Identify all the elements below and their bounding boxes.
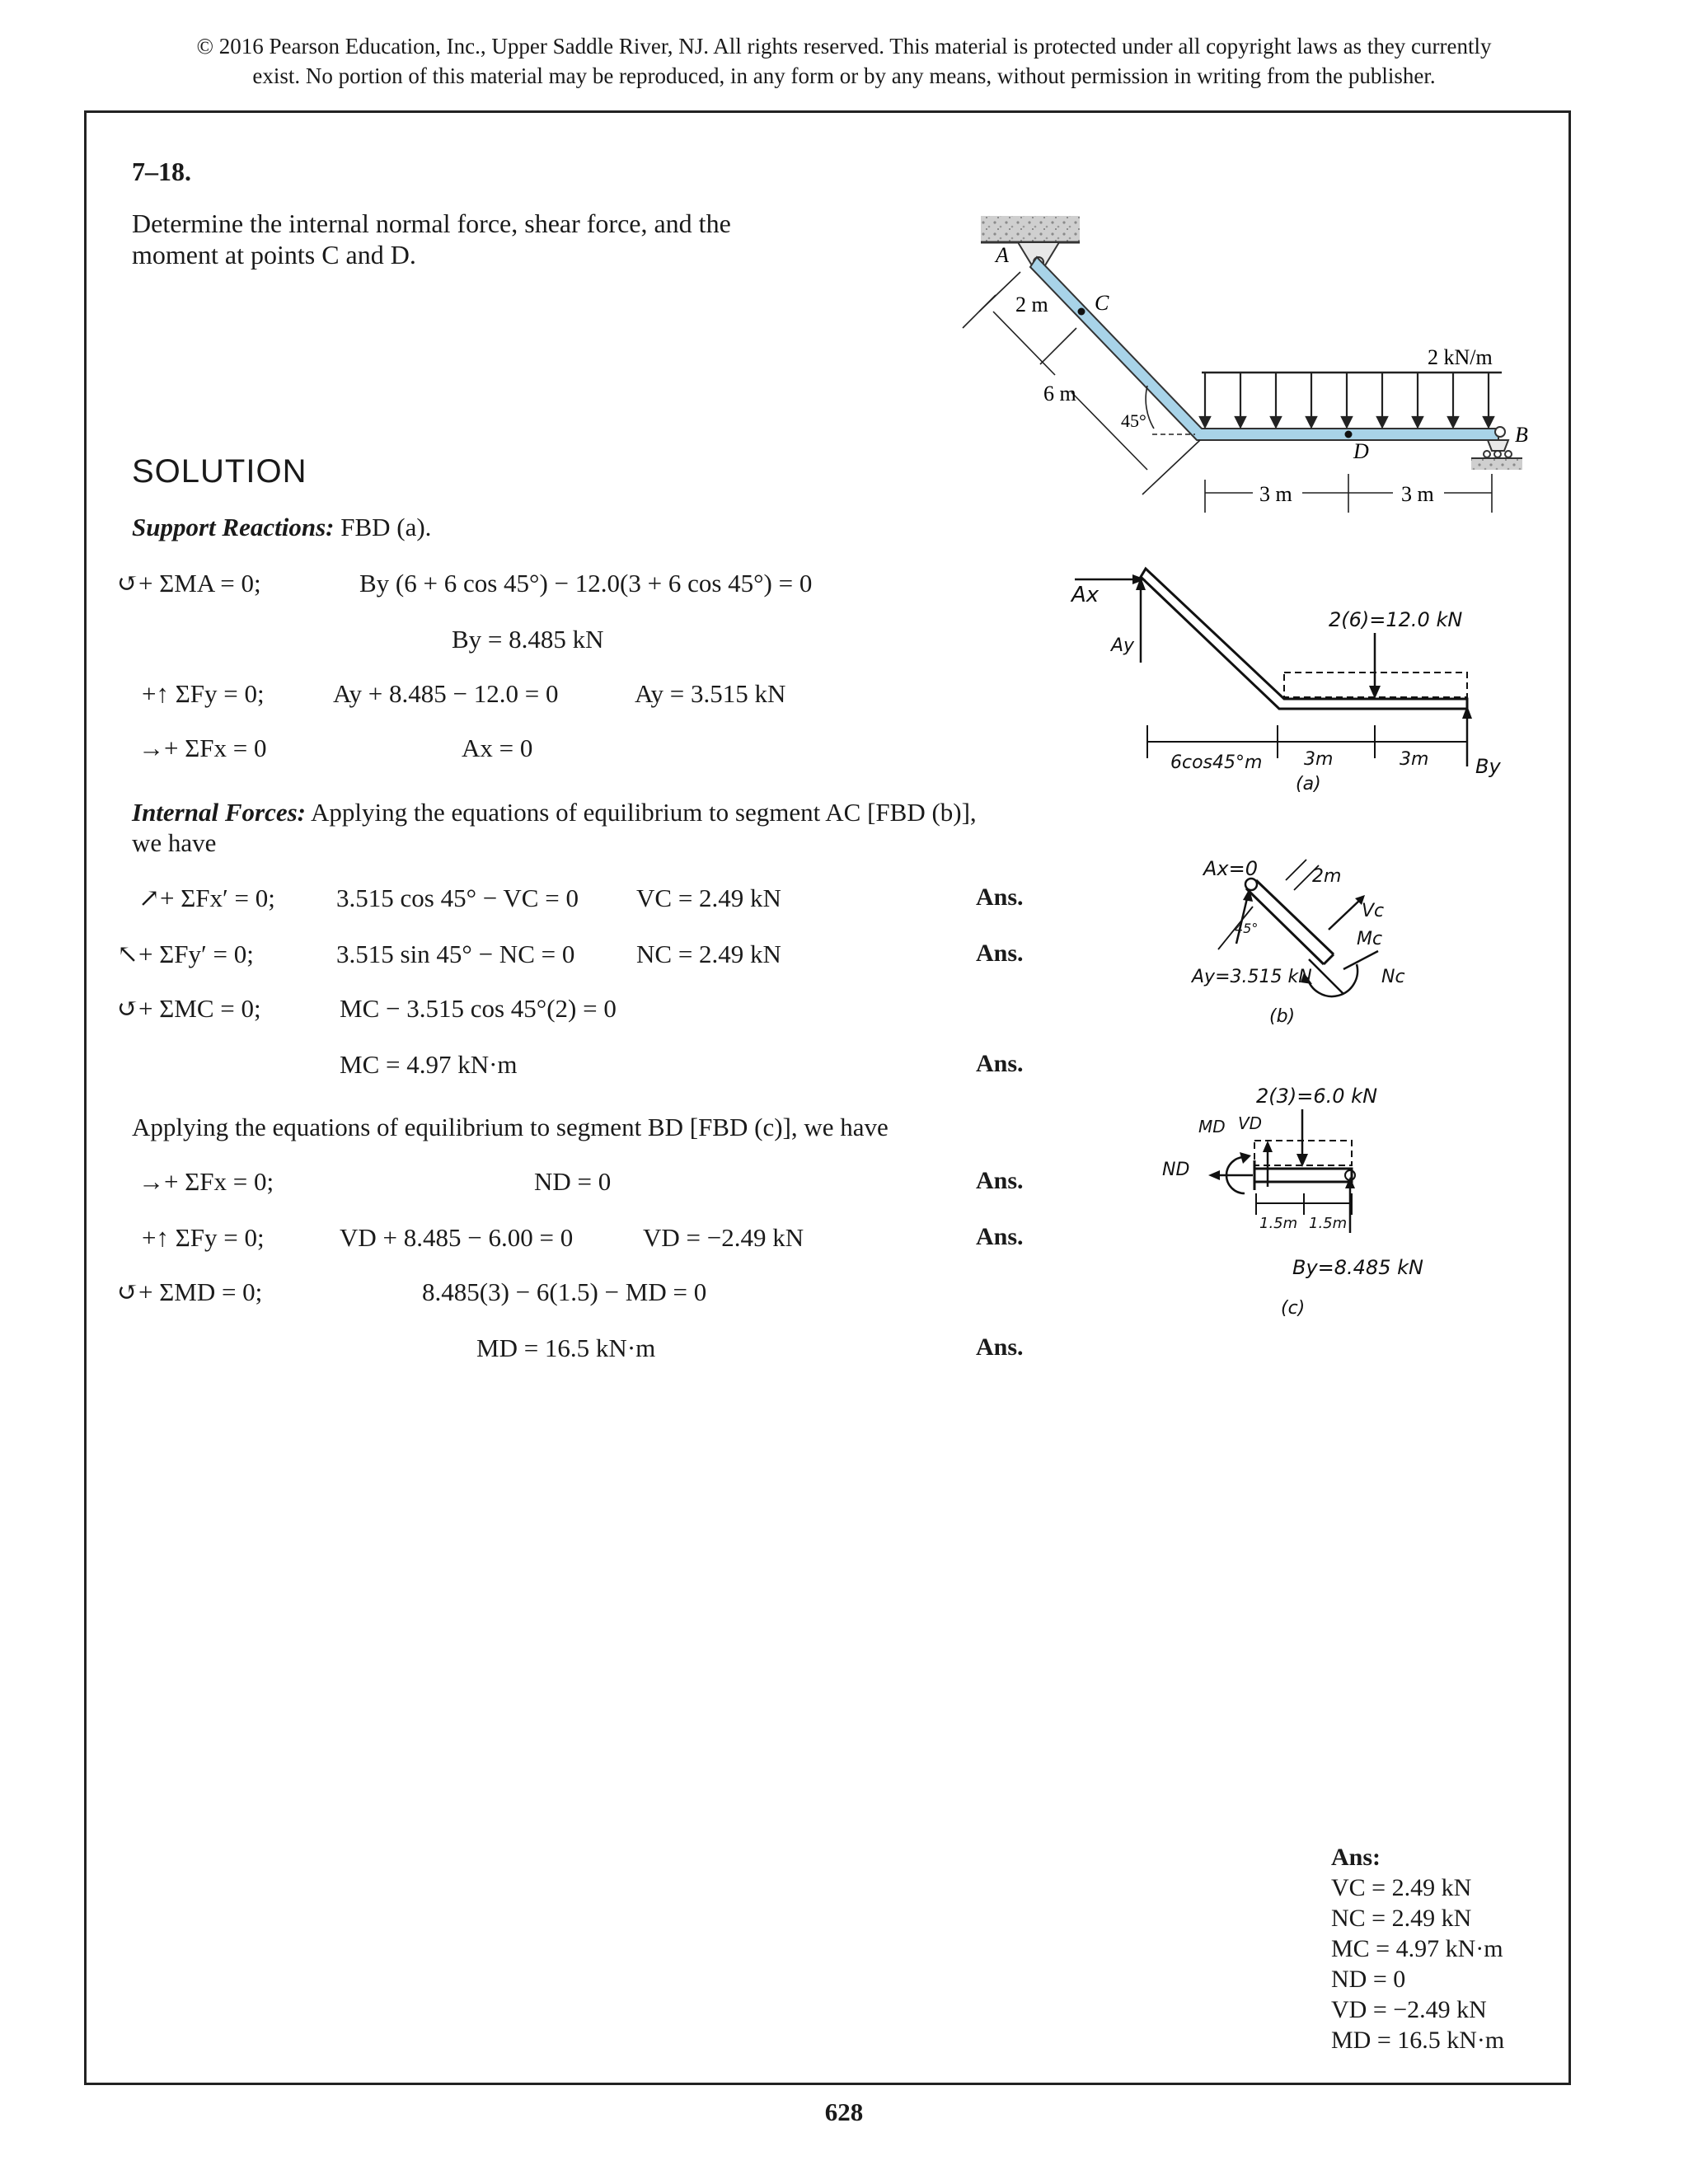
internal-forces-line-2: we have xyxy=(132,828,217,857)
problem-statement-line-2: moment at points C and D. xyxy=(132,240,416,269)
fbd-b-vc: Vc xyxy=(1362,901,1385,921)
fbd-b-tag: (b) xyxy=(1269,1006,1296,1027)
eq9-body: 8.485(3) − 6(1.5) − MD = 0 xyxy=(422,1277,707,1306)
eq9-label: ↺+ ΣMD = 0; xyxy=(117,1277,263,1306)
final-md: MD = 16.5 kN·m xyxy=(1331,2027,1505,2054)
eq8-ans: Ans. xyxy=(976,1223,1024,1250)
label-c: C xyxy=(1095,291,1109,315)
point-c xyxy=(1078,308,1085,316)
fbd-b xyxy=(1170,841,1434,1055)
fbd-a-dim3: 3m xyxy=(1400,749,1429,770)
eq5-ans: Ans. xyxy=(976,940,1024,967)
final-nd: ND = 0 xyxy=(1331,1966,1406,1993)
eq4-ans: Ans. xyxy=(976,883,1024,911)
eq9-result: MD = 16.5 kN·m xyxy=(476,1333,656,1362)
support-reactions-line xyxy=(132,513,431,542)
fbd-a-dim2: 3m xyxy=(1304,749,1334,770)
fbd-a-ax: Ax xyxy=(1071,583,1100,607)
eq2-result: Ay = 3.515 kN xyxy=(635,679,786,708)
eq8-body: VD + 8.485 − 6.00 = 0 xyxy=(340,1223,574,1252)
label-angle: 45° xyxy=(1121,410,1146,431)
eq5-result: NC = 2.49 kN xyxy=(636,940,781,968)
fbd-b-ay: Ay=3.515 kN xyxy=(1192,967,1312,987)
final-answers xyxy=(1331,1842,1504,2055)
solution-heading: SOLUTION xyxy=(132,453,307,490)
eq6-ans: Ans. xyxy=(976,1050,1024,1077)
fbd-c xyxy=(1154,1071,1434,1335)
point-d xyxy=(1345,431,1353,438)
eq4-label: ↗+ ΣFx′ = 0; xyxy=(138,883,275,912)
eq6-result: MC = 4.97 kN·m xyxy=(340,1050,518,1079)
support-reactions-text: FBD (a). xyxy=(334,513,432,541)
fbd-a-by: By xyxy=(1475,755,1501,778)
bd-intro: Applying the equations of equilibrium to segment BD [FBD (c)], we have xyxy=(132,1113,889,1141)
copyright-line-2: exist. No portion of this material may be reproduced, in any form or by any means, without permission in writing from the publisher. xyxy=(252,63,1436,88)
eq1-label: ↺+ ΣMA = 0; xyxy=(117,569,261,598)
fbd-a-load: 2(6)=12.0 kN xyxy=(1329,608,1463,631)
eq2-label: +↑ ΣFy = 0; xyxy=(142,679,265,708)
eq6-label: ↺+ ΣMC = 0; xyxy=(117,994,261,1023)
fbd-b-mc: Mc xyxy=(1357,929,1383,949)
copyright-line-1: © 2016 Pearson Education, Inc., Upper Saddle River, NJ. All rights reserved. This material is protected under all copyright laws as they currently xyxy=(196,34,1492,59)
fbd-c-load: 2(3)=6.0 kN xyxy=(1256,1085,1378,1108)
internal-forces-title: Internal Forces: xyxy=(132,798,306,827)
problem-statement-line-1: Determine the internal normal force, shear force, and the xyxy=(132,209,731,238)
distributed-load-arrows xyxy=(1200,373,1493,427)
eq3-label: →+ ΣFx = 0 xyxy=(138,733,267,762)
label-load: 2 kN/m xyxy=(1428,345,1493,369)
eq5-label: ↖+ ΣFy′ = 0; xyxy=(117,940,254,968)
fbd-a xyxy=(1063,560,1541,799)
fbd-b-nc: Nc xyxy=(1381,967,1405,987)
label-6m: 6 m xyxy=(1043,382,1076,405)
internal-forces-text: Applying the equations of equilibrium to segment AC [FBD (b)], xyxy=(306,798,977,827)
eq4-body: 3.515 cos 45° − VC = 0 xyxy=(336,883,579,912)
eq5-body: 3.515 sin 45° − NC = 0 xyxy=(336,940,575,968)
support-reactions-title: Support Reactions: xyxy=(132,513,335,541)
fbd-c-vd: VD xyxy=(1238,1113,1263,1133)
fbd-c-dim2: 1.5m xyxy=(1309,1215,1348,1232)
eq3-body: Ax = 0 xyxy=(462,733,533,762)
copyright-notice xyxy=(82,31,1606,91)
label-3m-left: 3 m xyxy=(1259,482,1292,506)
internal-forces-line-1 xyxy=(132,798,977,827)
eq8-label: +↑ ΣFy = 0; xyxy=(142,1223,265,1252)
final-mc: MC = 4.97 kN·m xyxy=(1331,1935,1503,1962)
fbd-b-ax: Ax=0 xyxy=(1203,857,1258,880)
label-b: B xyxy=(1515,423,1528,447)
label-3m-right: 3 m xyxy=(1401,482,1434,506)
fbd-c-nd: ND xyxy=(1162,1160,1190,1180)
final-answers-title: Ans: xyxy=(1331,1844,1381,1871)
eq8-result: VD = −2.49 kN xyxy=(643,1223,804,1252)
final-nc: NC = 2.49 kN xyxy=(1331,1905,1472,1932)
fbd-c-by: By=8.485 kN xyxy=(1292,1256,1423,1279)
label-2m: 2 m xyxy=(1015,293,1048,316)
eq6-body: MC − 3.515 cos 45°(2) = 0 xyxy=(340,994,617,1023)
fbd-a-tag: (a) xyxy=(1296,774,1321,794)
eq2-body: Ay + 8.485 − 12.0 = 0 xyxy=(333,679,559,708)
fbd-b-2m: 2m xyxy=(1312,866,1342,887)
eq9-ans: Ans. xyxy=(976,1333,1024,1361)
fbd-c-dim1: 1.5m xyxy=(1259,1215,1298,1232)
fbd-c-md: MD xyxy=(1198,1117,1226,1137)
problem-number: 7–18. xyxy=(132,157,191,186)
ceiling-support xyxy=(981,216,1080,242)
final-vc: VC = 2.49 kN xyxy=(1331,1874,1472,1901)
fbd-b-45: 45° xyxy=(1235,921,1259,936)
eq4-result: VC = 2.49 kN xyxy=(636,883,781,912)
fbd-c-tag: (c) xyxy=(1281,1298,1306,1319)
problem-figure xyxy=(948,198,1541,519)
label-d: D xyxy=(1353,439,1369,463)
eq1-result: By = 8.485 kN xyxy=(452,625,604,654)
fbd-a-dim1: 6cos45°m xyxy=(1170,752,1263,773)
eq1-body: By (6 + 6 cos 45°) − 12.0(3 + 6 cos 45°) = 0 xyxy=(359,569,813,598)
fbd-a-member xyxy=(1141,569,1467,709)
fbd-a-ay: Ay xyxy=(1111,635,1135,656)
eq7-label: →+ ΣFx = 0; xyxy=(138,1167,274,1196)
page-number: 628 xyxy=(824,2097,864,2126)
eq7-ans: Ans. xyxy=(976,1167,1024,1194)
final-vd: VD = −2.49 kN xyxy=(1331,1996,1487,2023)
label-a: A xyxy=(996,243,1009,267)
eq7-body: ND = 0 xyxy=(534,1167,612,1196)
